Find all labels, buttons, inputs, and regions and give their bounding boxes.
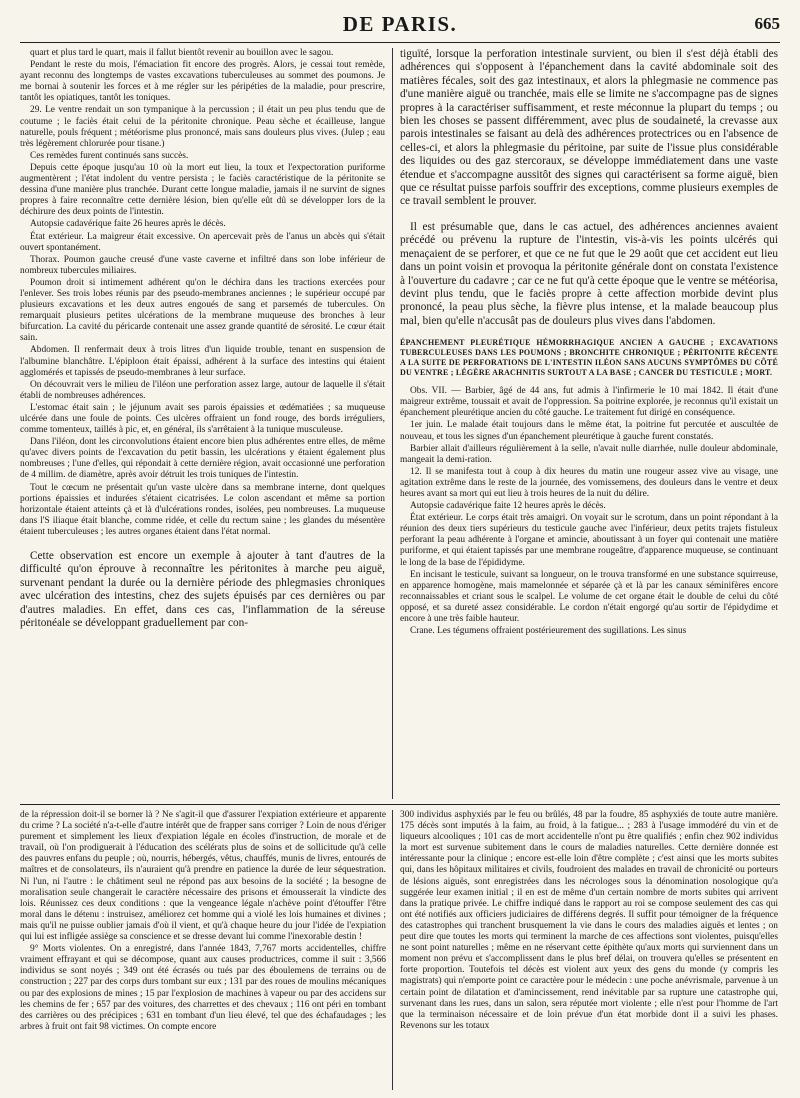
paragraph: En incisant le testicule, suivant sa longueur, on le trouva transformé en une substance squirreuse, en apparence homogène, mais mamelonnée et séparée çà et là par les canaux séminifères encore reconnaissables et criant sous le scalpel. Le volume de cet organe était le double de celui du côté opposé, et sa dureté assez considérable. Le cordon n'était engorgé qu'au sortir de l'épidydime et encore à une très faible hauteur. bbox=[400, 569, 778, 624]
paragraph: Tout le cœcum ne présentait qu'un vaste ulcère dans sa membrane interne, dont quelques portions épaissies et indurées s'étaient cicatrisées. Le colon ascendant et même sa portion horizontale étaient atteints çà et là d'ulcérations rondes, isolées, peu nombreuses. La muqueuse dans l'S iliaque était blanche, comme ridée, et celle du rectum saine ; les glandes du mésentère étaient tuberculeuses ; les autres organes étaient dans l'état normal. bbox=[20, 482, 385, 537]
observation-heading: ÉPANCHEMENT PLEURÉTIQUE HÉMORRHAGIQUE ANCIEN A GAUCHE ; EXCAVATIONS TUBERCULEUSES DANS LES POUMONS ; BRONCHITE CHRONIQUE ; PÉRITONITE RÉCENTE A LA SUITE DE PERFORATIONS DE L'INTESTIN ILÉON SANS AUCUNS SYMPTÔMES DU CÔTÉ DU VENTRE ; LÉGÈRE ARACHNITIS SURTOUT A LA BASE ; CANCER DU TESTICULE ; MORT. bbox=[400, 338, 778, 378]
paragraph: Crane. Les tégumens offraient postérieurement des sugillations. Les sinus bbox=[410, 626, 687, 637]
newspaper-page bbox=[20, 8, 780, 1090]
article-column-top-right bbox=[400, 48, 778, 799]
paragraph: quart et plus tard le quart, mais il fallut bientôt revenir au bouillon avec le sagou. bbox=[30, 48, 334, 58]
paragraph: 300 individus asphyxiés par le feu ou brûlés, 48 par la foudre, 85 asphyxiés de toute autre manière. 175 décès sont imputés à la faim, au froid, à la fatigue... ; 283 à l'usage immodéré du vin et de liqueurs alcooliques ; 101 cas de mort accidentelle n'ont pu être qualifiés ; enfin chez 902 individus la mort est survenue subitement dans le cours de maladies naturelles. Cette dernière donnée est intéressante pour la clinique ; encore est-elle loin d'être complète ; c'est ainsi que les morts subites qui, dans les hôpitaux militaires et civils, foudroient des malades en travail de chronicité ou porteurs de lésions aiguës, sont enregistrées dans les nécrologes sous la dénomination nosologique qu'a suggérée leur examen initial ; il en est de même d'un certain nombre de morts subites qui arrivent dans la pratique privée. Le chiffre indiqué dans le rapport au roi se compose seulement des cas qui ont été notifiés aux officiers judiciaires de différens degrés. Il suffit pour témoigner de la fréquence des catastrophes qui tranchent brusquement la vie dans le cours des maladies aiguës et lentes ; on peut dire que toutes les morts qui terminent la marche de ces affections sont violentes, puisqu'elles ne sont point naturelles ; même en ne réservant cette épithète qu'aux morts qui surviennent dans un moment non prévu et s'accomplissent dans le plus bref délai, on trouvera qu'elles se présentent en forte proportion. Toutefois tel décès est violent aux yeux des gens du monde (y compris les magistrats) qui n'emporte point ce caractère pour le médecin : une poche anévrismale, parvenue à un certain point de dilatation et d'amincissement, rend inévitable par sa rupture une catastrophe qui, survenant dans les rues, dans un salon, sera réputée mort violente ; elle n'est pour l'homme de l'art que la terminaison nécessaire et de loin prévue d'un état morbide dont il a suivi les phases. Revenons sur les totaux bbox=[400, 810, 778, 1031]
paragraph: État extérieur. La maigreur était excessive. On apercevait près de l'anus un abcès qui s'était ouvert spontanément. bbox=[20, 231, 385, 253]
column-divider-top bbox=[392, 48, 393, 799]
paragraph: Il est présumable que, dans le cas actuel, des adhérences anciennes avaient précédé ou prévenu la rupture de l'intestin, vis-à-vis les points ulcérés qui menaçaient de se perforer, et que ce ne fut que le 29 août que cet accident eut lieu dans un point voisin et provoqua la péritonite générale dont on constata l'existence à l'ouverture du cadavre ; car ce ne fut qu'à cette époque que le ventre se météorisa, devint plus tendu, que le faciès propre à cette affection morbide devint plus prononcé, la peau plus sèche, la fièvre plus intense, et la malade beaucoup plus mal, bien qu'elle n'accusât pas de douleurs plus vives dans l'abdomen. bbox=[400, 220, 778, 327]
page-number: 665 bbox=[754, 14, 780, 33]
paragraph: État extérieur. Le corps était très amaigri. On voyait sur le scrotum, dans un point répondant à la réunion des deux tiers supérieurs du testicule gauche avec l'inférieur, deux petits trajets fistuleux perforant la peau adhérente à l'organe et amincie, aboutissant à un foyer qui contenait une matière puriforme, et qui étaient tapissés par une membrane rougeâtre, d'apparence muqueuse, se continuant le long de la base de l'épididyme. bbox=[400, 513, 778, 568]
paragraph: Ces remèdes furent continués sans succès. bbox=[30, 150, 189, 161]
paragraph: Poumon droit si intimement adhérent qu'on le déchira dans les tractions exercées pour l'enlever. Ses trois lobes réunis par des pseudo-membranes anciennes ; le supérieur occupé par plusieurs excavations et les deux autres engoués de sang et parsemés de tubercules. On remarquait plusieurs petites ulcérations de la membrane muqueuse des bronches à leur bifurcation. La cavité du péricarde contenait une assez grande quantité de sérosité. Le cœur était sain. bbox=[20, 277, 385, 344]
paragraph: Barbier allait d'ailleurs régulièrement à la selle, n'avait nulle diarrhée, nulle douleur abdominale, mangeait la demi-ration. bbox=[400, 443, 778, 465]
page-title: DE PARIS. bbox=[342, 12, 458, 36]
paragraph: Obs. VII. — Barbier, âgé de 44 ans, fut admis à l'infirmerie le 10 mai 1842. Il était d'une maigreur extrême, toussait et avait de l'oppression. Sa poitrine explorée, je reconnus qu'il existait un épanchement pleurétique ancien du côté gauche. Le traitement fut dirigé en conséquence. bbox=[400, 386, 778, 419]
paragraph: Autopsie cadavérique faite 12 heures après le décès. bbox=[410, 501, 606, 512]
article-column-top-left bbox=[20, 48, 385, 799]
paragraph: tiguïté, lorsque la perforation intestinale survient, ou bien il s'est déjà établi des adhérences qui s'opposent à l'épanchement dans la cavité abdominale soit des matières fécales, soit des gaz intestinaux, et alors la phlegmasie ne commence pas d'une manière aiguë ou tranchée, mais elle se limite ne s'accompagne pas de signes propres à la caractériser suffisamment, et reste méconnue la plupart du temps ; ou bien les choses se passent différemment, avec plus de soudaineté, la crevasse aux parois intestinales se faisant au delà des adhérences protectrices ou en l'absence de celles-ci, et alors la phlegmasie du péritoine, par suite de l'issue plus considérable des liquides ou des gaz stercoraux, se développe immédiatement dans une vaste étendue et s'accompagne aussitôt des signes qui caractérisent sa forme aiguë, bien que ce résultat puisse parfois souffrir des exceptions, comme plusieurs exemples de ce travail semblent le prouver. bbox=[400, 48, 778, 208]
paragraph: Pendant le reste du mois, l'émaciation fit encore des progrès. Alors, je cessai tout remède, ayant reconnu des longtemps de vastes excavations tuberculeuses au sommet des poumons. Je me bornai à soutenir les forces et à me régler sur les péripéties de la maladie, pour prescrire, tantôt les opiatiques, tantôt les toniques. bbox=[20, 60, 385, 104]
paragraph: L'estomac était sain ; le jéjunum avait ses parois épaissies et œdématiées ; sa muqueuse ulcérée dans une foule de points. Ces ulcères offraient un fond rouge, des bords irréguliers, comme tomenteux, taillés à pic, et, en général, ils s'arrêtaient à la tunique musculeuse. bbox=[20, 402, 385, 436]
paragraph: On découvrait vers le milieu de l'iléon une perforation assez large, autour de laquelle il s'était établi de nombreuses adhérences. bbox=[20, 379, 385, 401]
article-column-bottom-left bbox=[20, 810, 386, 1090]
column-divider-bottom bbox=[392, 810, 393, 1090]
paragraph: Abdomen. Il renfermait deux à trois litres d'un liquide trouble, tenant en suspension de l'albumine blanchâtre. L'épiploon était épaissi, adhérent à la surface des intestins qui étaient agglomérés et tapissés de pseudo-membranes à leur surface. bbox=[20, 345, 385, 378]
paragraph: Depuis cette époque jusqu'au 10 où la mort eut lieu, la toux et l'expectoration puriforme augmentèrent ; l'état indolent du ventre persista ; le faciès caractéristique de la péritonite se dessina d'une manière plus tranchée. Durant cette longue maladie, jamais il ne survint de signes propres à faire reconnaître cette dernière lésion, bien qu'elle eût dû se développer lors de la déchirure des deux points de l'intestin. bbox=[20, 162, 385, 218]
paragraph: Thorax. Poumon gauche creusé d'une vaste caverne et infiltré dans son lobe inférieur de nombreux tubercules miliaires. bbox=[20, 254, 385, 276]
paragraph: Cette observation est encore un exemple à ajouter à tant d'autres de la difficulté qu'on éprouve à reconnaître les péritonites à marche peu aiguë, survenant pendant la durée ou la dernière période des phlegmasies chroniques avec ulcération des intestins, chez des sujets épuisés par ces dernières ou par d'autres maladies. En effet, dans ces cas, l'inflammation de la séreuse péritonéale se développant graduellement par con- bbox=[20, 550, 385, 630]
paragraph: 29. Le ventre rendait un son tympanique à la percussion ; il était un peu plus tendu que de coutume ; le faciès était celui de la péritonite chronique. Peau sèche et écailleuse, langue naturelle, pouls fréquent ; météorisme plus prononcé, mais sans douleurs plus vives. (Julep ; eau très légèrement chlorurée pour tisane.) bbox=[20, 105, 385, 149]
section-divider bbox=[20, 804, 780, 805]
paragraph: 9° Morts violentes. On a enregistré, dans l'année 1843, 7,767 morts accidentelles, chiffre vraiment effrayant et qui se décompose, quant aux causes productrices, comme il suit : 3,566 individus se sont noyés ; 349 ont été écrasés ou tués par des éboulemens de terrains ou de construction ; 227 par des corps durs tombant sur eux ; 131 par des roues de moulins mécaniques ou par des explosions de mines ; 15 par l'explosion de machines à vapeur ou par des accidens sur les chemins de fer ; 657 par des voitures, des charrettes et des chevaux ; 116 ont péri en tombant des carrières ou des précipices ; 631 en tombant d'un lieu élevé, tel que des échafaudages ; les arbres à fruit ont fait 98 victimes. On compte encore bbox=[20, 944, 386, 1032]
paragraph: Autopsie cadavérique faite 26 heures après le décès. bbox=[30, 219, 226, 230]
page-header bbox=[20, 8, 780, 43]
paragraph: 12. Il se manifesta tout à coup à dix heures du matin une rougeur assez vive au visage, une agitation extrême dans le reste de la journée, des vomissemens, des douleurs dans le ventre et deux heures avant sa mort qui eut lieu à trois heures de la nuit du délire. bbox=[400, 466, 778, 499]
article-column-bottom-right bbox=[400, 810, 778, 1090]
paragraph: 1er juin. Le malade était toujours dans le même état, la poitrine fut percutée et auscultée de nouveau, et tous les signes d'un épanchement pleurétique à gauche furent constatés. bbox=[400, 420, 778, 442]
paragraph: Dans l'iléon, dont les circonvolutions étaient encore bien plus adhérentes entre elles, de même qu'avec divers points de l'excavation du petit bassin, les ulcérations y étaient également plus nombreuses ; l'une d'elles, qui répondait à cette dernière région, avait occasionné une perforation de 4 millim. de diamètre, après avoir détruit les trois tuniques de l'intestin. bbox=[20, 437, 385, 481]
paragraph: de la répression doit-il se borner là ? Ne s'agit-il que d'assurer l'expiation extérieure et apparente du crime ? La société n'a-t-elle d'autre intérêt que de frapper sans corriger ? Loin de nous d'ériger purement et simplement les lieux d'expiation légale en écoles d'instruction, de morale et de travail, où l'on prodiguerait à l'éducation des scélérats plus de soins et de sollicitude qu'à celle des pauvres enfans du peuple ; où, nourris, hébergés, vêtus, chauffés, munis de livres, entourés de maîtres et de consolateurs, ils n'auraient qu'à prendre en patience la durée de leur séquestration. Ni l'un, ni l'autre : le châtiment seul ne répond pas aux besoins de la société ; la besogne de moralisation seule changerait le caractère nécessaire des prisons et émousserait la vindicte des lois. Réunissez ces deux conditions : que la vengeance légale n'achève point d'étouffer l'être moral dans le détenu : instruisez, améliorez cet homme qui a violé les lois humaines et divines ; mais qu'il ne puisse oublier jamais d'où il vient, et qu'à chaque heure du jour l'idée de l'expiation qui lui est infligée assiège sa conscience et se dresse devant lui comme l'inexorable destin ! bbox=[20, 810, 386, 943]
